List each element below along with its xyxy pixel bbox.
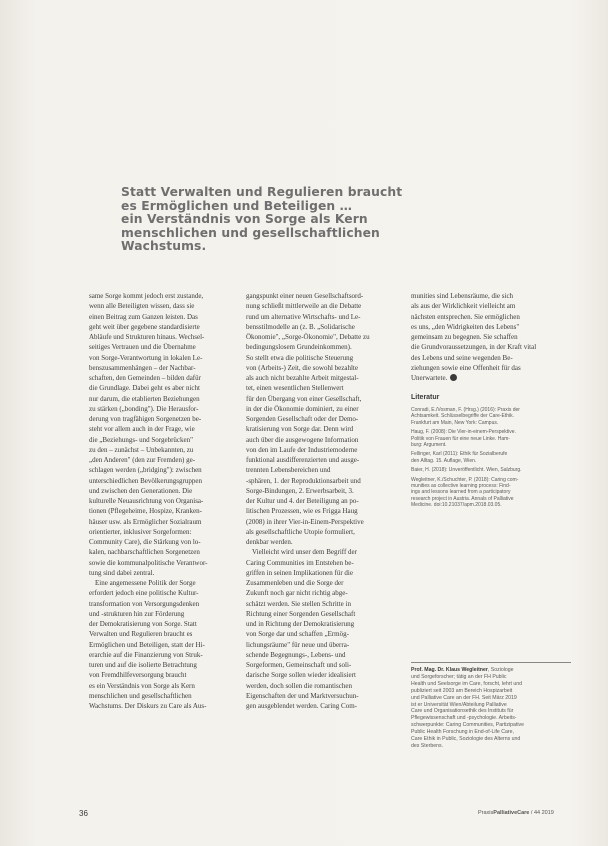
literature-entry-line: burg: Argument.: [411, 442, 447, 449]
magazine-footer: [478, 810, 554, 816]
body-text-line: zu den – zunächst – Unbekannten, zu: [89, 445, 194, 454]
end-of-article-icon: [450, 374, 457, 381]
body-text-line: häuser usw. als Ermöglicher Sozialraum: [89, 517, 202, 526]
body-text-line: Vielleicht wird unser dem Begriff der: [252, 548, 357, 557]
body-text-line: nur darum, die etablierten Beziehungen: [89, 394, 200, 403]
body-text-line: zu stärken („bonding"). Die Herausfor-: [89, 404, 199, 413]
bio-line: ist er Universität Wien/Abteilung Palliative: [411, 701, 507, 708]
pull-quote: [121, 186, 421, 254]
literature-entry-line: ings and lessons learned from a participatory: [411, 489, 511, 496]
body-text-line: derung von tragfähigen Sorgenetzen be-: [89, 415, 202, 423]
body-text-line: turen und auf die isolierte Betrachtung: [89, 661, 197, 669]
literature-entry-line: Politik von Frauen für eine neue Linke. Ham-: [411, 435, 510, 442]
body-text-line: darische Sorge sollen wieder idealisiert: [246, 671, 356, 680]
body-text-line: schende Begegnungs-, Lebens- und: [246, 650, 346, 659]
pull-quote-line: Wachstums.: [121, 239, 207, 254]
body-text-line: gen ausgeblendet werden. Caring Com-: [246, 702, 357, 710]
body-text-line: schätzt werden. Sie stellen Schritte in: [246, 599, 351, 608]
literature-entry-line: research project in Austria. Annals of Palliative: [411, 495, 514, 502]
body-text-line: Eine angemessene Politik der Sorge: [95, 579, 196, 587]
body-text-line: tet, einen wesentlichen Stellenwert: [246, 384, 344, 393]
body-text-line: steht vor allem auch in der Frage, wie: [89, 425, 195, 434]
body-text-line: Zusammenleben und die Sorge der: [246, 579, 344, 587]
body-text-line: schaften, den Gemeinden – bilden dafür: [89, 374, 201, 382]
pull-quote-line: Statt Verwalten und Regulieren braucht: [121, 185, 403, 199]
body-text-line: der Demokratisierung von Sorge. Statt: [89, 620, 197, 628]
text-column-2: [246, 291, 392, 711]
bio-line: Public Health Forschung in End-of-Life Care,: [411, 729, 514, 736]
body-text-line: erarchie auf die Finanzierung von Struk-: [89, 650, 203, 659]
literature-entry-line: Baier, H. (2018): Unveröffentlicht. Wien, Salzburg.: [411, 467, 522, 474]
author-name: Prof. Mag. Dr. Klaus Wegleitner: [411, 667, 488, 673]
body-text-line: Community Care), die Stärkung von lo-: [89, 538, 201, 546]
body-text-line: nächsten entsprechen. Sie ermöglichen: [411, 312, 520, 321]
literature-entry-line: Fellinger, Karl (2011): Ethik für Sozialberufe: [411, 451, 508, 458]
literature-entry-line: den Alltag. 15. Auflage, Wien.: [411, 457, 477, 464]
body-text-line: von Sorge dar und schaffen „Ermög-: [246, 630, 349, 639]
body-text-line: -sphären, 1. der Reproduktionsarbeit und: [246, 476, 361, 485]
literature-entry-line: Wegleitner, K./Schuchter, P. (2018): Caring com-: [411, 476, 519, 483]
body-text-line: von den im Laufe der Industriemoderne: [246, 445, 358, 454]
body-text-line: kalen, nachbarschaftlichen Sorgenetzen: [89, 548, 200, 557]
body-text-line: kulturelle Neuausrichtung von Organisa-: [89, 497, 204, 505]
body-text-line: Ökonomie", „Sorge-Ökonomie", Debatte zu: [246, 333, 370, 341]
body-text-line: lichungsräume" für neue und überra-: [246, 640, 350, 649]
literature-entry: [411, 451, 571, 464]
text-column-3: [411, 291, 563, 383]
body-text-line: Unerwartete.: [411, 373, 563, 383]
body-text-line: Sorgeformen, Gemeinschaft und soli-: [246, 661, 352, 669]
body-text-line: werden, doch sollen die romantischen: [246, 681, 352, 690]
body-text-line: wenn alle Beteiligten wissen, dass sie: [89, 302, 195, 311]
body-text-line: es ein Verständnis von Sorge als Kern: [89, 681, 195, 690]
body-text-line: Sorge-Bindungen, 2. Erwerbsarbeit, 3.: [246, 486, 354, 495]
body-text-line: kratisierung von Sorge dar. Denn wird: [246, 425, 354, 434]
body-text-line: „den Anderen" (den zur Fremden) ge-: [89, 456, 196, 464]
bio-line: publiziert seit 2003 am Bereich Hospizarbeit: [411, 687, 513, 694]
literature-entry-line: munities as collective learning process: Find-: [411, 483, 511, 490]
body-text-line: als gesellschaftliche Utopie formuliert,: [246, 527, 355, 536]
bio-line: Health und Seelsorge im Care, forscht, lehrt und: [411, 680, 523, 687]
pull-quote-line: menschlichen und gesellschaftlichen: [121, 225, 380, 240]
bio-line: und Sorgeforscher; tätig an der FH Public: [411, 673, 507, 680]
body-text-line: orientierter, inklusiver Sorgeformen:: [89, 527, 192, 536]
literature-entry: [411, 467, 571, 473]
body-text-line: die „Beziehungs- und Sorgebrücken": [89, 435, 194, 444]
literature-entry-line: Haug, F. (2008): Die Vier-in-einem-Perspektive.: [411, 429, 516, 436]
body-text-line: sowie die kommunalpolitische Verantwor-: [89, 558, 208, 567]
body-text-line: von Fremdhilfeversorgung braucht: [89, 671, 187, 680]
body-text-line: trennten Lebensbereichen und: [246, 466, 331, 475]
body-text-line: für den Übergang von einer Gesellschaft,: [246, 394, 362, 403]
body-text-line: Ermöglichen und Beteiligen, statt der Hi-: [89, 640, 205, 649]
body-text-line: erfordert jedoch eine politische Kultur-: [89, 589, 199, 598]
body-text-line: bensstilmodelle an (z. B. „Solidarische: [246, 322, 355, 331]
body-text-line: bedingungslosem Grundeinkommen).: [246, 343, 352, 352]
body-text-line: unterschiedlichen Bevölkerungsgruppen: [89, 476, 202, 485]
body-text-line: Eigenschaften der und Marktversuchun-: [246, 691, 359, 700]
body-text-line: und -strukturen hin zur Förderung: [89, 609, 185, 618]
body-text-line: Richtung einer Sorgenden Gesellschaft: [246, 609, 356, 618]
bio-line: Care Ethik in Public, Soziologie des Alterns und: [411, 736, 521, 743]
literature-entry-line: Medicine. doi:10.21037/apm.2018.03.05.: [411, 502, 502, 509]
literature-list: [411, 407, 571, 512]
bio-first-line: [411, 667, 573, 674]
body-text-line: als auch nicht bezahlte Arbeit mitgestal-: [246, 374, 359, 382]
body-text-line: der Kultur und 4. der Beteiligung an po-: [246, 497, 359, 505]
body-text-line: und in Richtung der Demokratisierung: [246, 620, 355, 628]
body-text-line: in der die Ökonomie dominiert, zu einer: [246, 404, 359, 413]
bio-line: schwerpunkte: Caring Communities, Partizipative: [411, 722, 525, 729]
body-text-line: die Grundvoraussetzungen, in der Kraft vital: [411, 343, 537, 352]
body-text-line: von Sorge-Verantwortung in lokalen Le-: [89, 353, 203, 362]
literature-entry-line: Frankfurt am Main, New York: Campus.: [411, 419, 499, 426]
body-text-line: tionen (Pflegeheime, Hospize, Kranken-: [89, 507, 202, 516]
body-text-line: Abläufe und Strukturen hinaus. Wechsel-: [89, 333, 205, 341]
body-text-line: von (Arbeits-) Zeit, die sowohl bezahlte: [246, 363, 358, 372]
body-text-line: funktional ausdifferenzierten und ausge-: [246, 456, 360, 464]
body-text-line: geht weit über gegebene standardisierte: [89, 322, 200, 331]
literature-entry-line: Achtsamkeit. Schlüsselbegriffe der Care-Ethik.: [411, 413, 515, 420]
body-text-line: (2008) in ihrer Vier-in-Einem-Perspektive: [246, 517, 364, 526]
body-text-line: benszusammenhängen – der Nachbar-: [89, 363, 196, 372]
body-text-line: seitiges Vertrauen und die Übernahme: [89, 343, 196, 352]
body-text-line: same Sorge kommt jedoch erst zustande,: [89, 292, 204, 300]
magazine-issue: / 44 2019: [530, 810, 554, 816]
body-text-line: ziehungen sowie eine Offenheit für das: [411, 363, 521, 372]
body-text-line: griffen in seinen Implikationen für die: [246, 568, 353, 577]
bio-line: Care und Organisationsethik des Instituts für: [411, 708, 514, 715]
magazine-brand: PalliativeCare: [493, 810, 530, 816]
magazine-prefix: Praxis: [478, 810, 494, 816]
body-text-line: auch über die ausgewogene Information: [246, 435, 359, 444]
body-text-line: und zwischen den Generationen. Die: [89, 486, 193, 495]
literature-heading: Literatur: [411, 394, 440, 401]
body-text-line: Sorgenden Gesellschaft oder der Demo-: [246, 415, 359, 423]
body-text-line: die Grundlage. Dabei geht es aber nicht: [89, 384, 200, 393]
body-text-line: einen Beitrag zum Ganzen leisten. Das: [89, 312, 198, 321]
body-text-line: als aus der Wirklichkeit vielleicht am: [411, 302, 516, 311]
bio-line: Pflegewissenschaft und -psychologie. Arbeits-: [411, 715, 517, 722]
literature-entry: [411, 477, 571, 509]
body-text-line: menschlichen und gesellschaftlichen: [89, 691, 192, 700]
body-text-line: So stellt etwa die politische Steuerung: [246, 353, 354, 362]
body-text-line: es uns, „den Widrigkeiten des Lebens": [411, 322, 520, 331]
body-text-line: Wachstums. Der Diskurs zu Care als Aus-: [89, 702, 207, 710]
body-text-line: des Lebens und seine wegenden Be-: [411, 353, 513, 362]
body-text-line: gemeinsam zu begegnen. Sie schaffen: [411, 333, 518, 341]
body-text-line: denkbar werden.: [246, 538, 293, 546]
body-text-line: tung sind dabei zentral.: [89, 568, 155, 577]
author-bio: [411, 667, 573, 750]
bio-line: , Soziologe: [487, 667, 514, 673]
pull-quote-line: ein Verständnis von Sorge als Kern: [121, 212, 368, 227]
pull-quote-line: es Ermöglichen und Beteiligen …: [121, 198, 353, 213]
body-text-line: munities sind Lebensräume, die sich: [411, 292, 514, 300]
body-text-line: transformation von Versorgungsdenken: [89, 599, 200, 608]
literature-entry-line: Conradi, E./Vosman, F. (Hrsg.) (2016): Praxis der: [411, 407, 520, 413]
body-text-line: litischen Prozessen, wie es Frigga Haug: [246, 507, 358, 516]
page-number: 36: [79, 809, 88, 818]
literature-entry: [411, 429, 571, 448]
body-text-line: gangspunkt einer neuen Gesellschaftsord-: [246, 292, 364, 300]
body-text-line: rund um alternative Wirtschafts- und Le-: [246, 312, 361, 321]
body-text-line: Verwalten und Regulieren braucht es: [89, 630, 193, 639]
literature-entry: [411, 407, 571, 426]
body-text-line: schlagen werden („bridging"): zwischen: [89, 466, 202, 475]
body-text-line: Caring Communities im Entstehen be-: [246, 558, 354, 567]
body-text-line: nung schließt mittlerweile an die Debatte: [246, 302, 362, 311]
body-text-line: Zukunft noch gar nicht richtig abge-: [246, 589, 348, 598]
bio-line: des Sterbens.: [411, 742, 444, 749]
bio-line: und Palliative Care an der FH. Seit März 2019: [411, 694, 517, 701]
bio-divider: [411, 662, 571, 663]
text-column-1: [89, 291, 235, 711]
